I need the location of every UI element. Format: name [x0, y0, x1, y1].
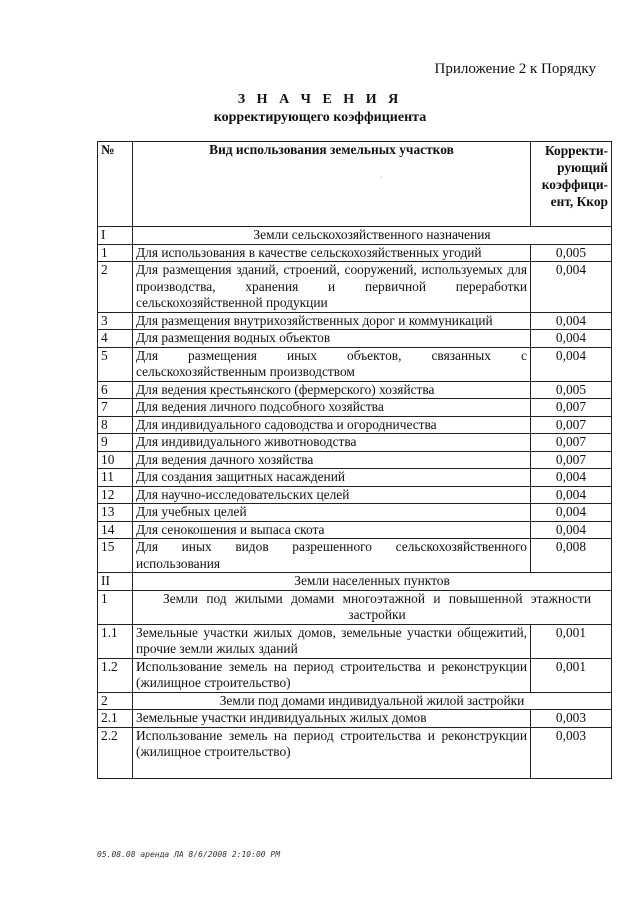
row-number: II — [98, 573, 133, 591]
table-row — [98, 434, 612, 452]
section-row — [98, 692, 612, 710]
table-row — [98, 727, 612, 778]
coefficient-value: 0,004 — [531, 347, 612, 381]
coefficient-value: 0,004 — [531, 504, 612, 522]
land-use-description: Для индивидуального животноводства — [133, 434, 531, 452]
land-use-description: Для учебных целей — [133, 504, 531, 522]
coefficient-value: 0,007 — [531, 416, 612, 434]
table-row — [98, 347, 612, 381]
row-number: 4 — [98, 330, 133, 348]
coefficient-value: 0,004 — [531, 486, 612, 504]
coefficient-value: 0,004 — [531, 330, 612, 348]
land-use-description: Для сенокошения и выпаса скота — [133, 521, 531, 539]
table-row — [98, 658, 612, 692]
section-row — [98, 227, 612, 245]
table-row — [98, 381, 612, 399]
row-number: 1 — [98, 590, 133, 624]
section-title: Земли сельскохозяйственного назначения — [133, 227, 612, 245]
table-row — [98, 710, 612, 728]
row-number: 13 — [98, 504, 133, 522]
land-use-description: Для иных видов разрешенного сельскохозяйственного использования — [133, 539, 531, 573]
land-use-description: Использование земель на период строительства и реконструкции (жилищное строительство) — [133, 658, 531, 692]
appendix-caption: Приложение 2 к Порядку — [434, 61, 596, 77]
row-number: 3 — [98, 312, 133, 330]
coefficient-value: 0,004 — [531, 469, 612, 487]
coefficient-value: 0,007 — [531, 451, 612, 469]
table-row — [98, 624, 612, 658]
row-number: 9 — [98, 434, 133, 452]
coefficient-value: 0,003 — [531, 727, 612, 778]
table-row — [98, 399, 612, 417]
row-number: 2 — [98, 262, 133, 313]
land-use-description: Для размещения внутрихозяйственных дорог и коммуникаций — [133, 312, 531, 330]
row-number: 15 — [98, 539, 133, 573]
coefficient-value: 0,004 — [531, 262, 612, 313]
coefficient-value: 0,001 — [531, 658, 612, 692]
row-number: 12 — [98, 486, 133, 504]
table-row — [98, 451, 612, 469]
table-body — [98, 227, 612, 779]
land-use-description: Для ведения личного подсобного хозяйства — [133, 399, 531, 417]
land-use-description: Для ведения крестьянского (фермерского) хозяйства — [133, 381, 531, 399]
header-coefficient: Корректи-рующий коэффици-ент, Ккор — [531, 142, 612, 227]
land-use-description: Для научно-исследовательских целей — [133, 486, 531, 504]
land-use-description: Для ведения дачного хозяйства — [133, 451, 531, 469]
coefficient-value: 0,001 — [531, 624, 612, 658]
table-row — [98, 521, 612, 539]
row-number: 11 — [98, 469, 133, 487]
coefficient-value: 0,004 — [531, 312, 612, 330]
land-use-description: Земельные участки жилых домов, земельные участки общежитий, прочие земли жилых зданий — [133, 624, 531, 658]
table-row — [98, 486, 612, 504]
land-use-description: Для индивидуального садоводства и огородничества — [133, 416, 531, 434]
section-row — [98, 590, 612, 624]
section-title: Земли под домами индивидуальной жилой застройки — [133, 692, 612, 710]
header-land-use-type: Вид использования земельных участков — [133, 142, 531, 227]
row-number: 10 — [98, 451, 133, 469]
row-number: 1 — [98, 244, 133, 262]
table-row — [98, 244, 612, 262]
scan-mark-icon: ˏ — [380, 168, 383, 178]
row-number: 8 — [98, 416, 133, 434]
row-number: 5 — [98, 347, 133, 381]
land-use-description: Для размещения иных объектов, связанных с сельскохозяйственным производством — [133, 347, 531, 381]
land-use-description: Земельные участки индивидуальных жилых домов — [133, 710, 531, 728]
table-header-row — [98, 142, 612, 227]
coefficient-value: 0,003 — [531, 710, 612, 728]
row-number: 2.2 — [98, 727, 133, 778]
table-row — [98, 504, 612, 522]
table-row — [98, 262, 612, 313]
table-row — [98, 312, 612, 330]
land-use-description: Использование земель на период строительства и реконструкции (жилищное строительство) — [133, 727, 531, 778]
section-row — [98, 573, 612, 591]
footer-stamp: 05.08.08 аренда ЛА 8/6/2008 2:10:00 PM — [97, 850, 281, 859]
table-row — [98, 416, 612, 434]
land-use-description: Для размещения зданий, строений, сооружений, используемых для производства, хранения и первичной переработки сельскохозяйственной продукции — [133, 262, 531, 313]
row-number: I — [98, 227, 133, 245]
row-number: 6 — [98, 381, 133, 399]
row-number: 14 — [98, 521, 133, 539]
land-use-description: Для создания защитных насаждений — [133, 469, 531, 487]
row-number: 1.2 — [98, 658, 133, 692]
land-use-description: Для использования в качестве сельскохозяйственных угодий — [133, 244, 531, 262]
section-title: Земли под жилыми домами многоэтажной и повышенной этажности застройки — [133, 590, 612, 624]
row-number: 7 — [98, 399, 133, 417]
coefficient-value: 0,008 — [531, 539, 612, 573]
coefficient-value: 0,004 — [531, 521, 612, 539]
row-number: 1.1 — [98, 624, 133, 658]
document-title: З Н А Ч Е Н И Я — [237, 92, 403, 107]
coefficient-value: 0,007 — [531, 399, 612, 417]
row-number: 2 — [98, 692, 133, 710]
coefficient-value: 0,007 — [531, 434, 612, 452]
table-row — [98, 469, 612, 487]
coefficient-value: 0,005 — [531, 244, 612, 262]
document-subtitle: корректирующего коэффициента — [213, 110, 427, 125]
header-number: № — [98, 142, 133, 227]
table-row — [98, 539, 612, 573]
section-title: Земли населенных пунктов — [133, 573, 612, 591]
table-row — [98, 330, 612, 348]
land-use-description: Для размещения водных объектов — [133, 330, 531, 348]
row-number: 2.1 — [98, 710, 133, 728]
coefficient-value: 0,005 — [531, 381, 612, 399]
coefficient-table — [97, 141, 612, 779]
